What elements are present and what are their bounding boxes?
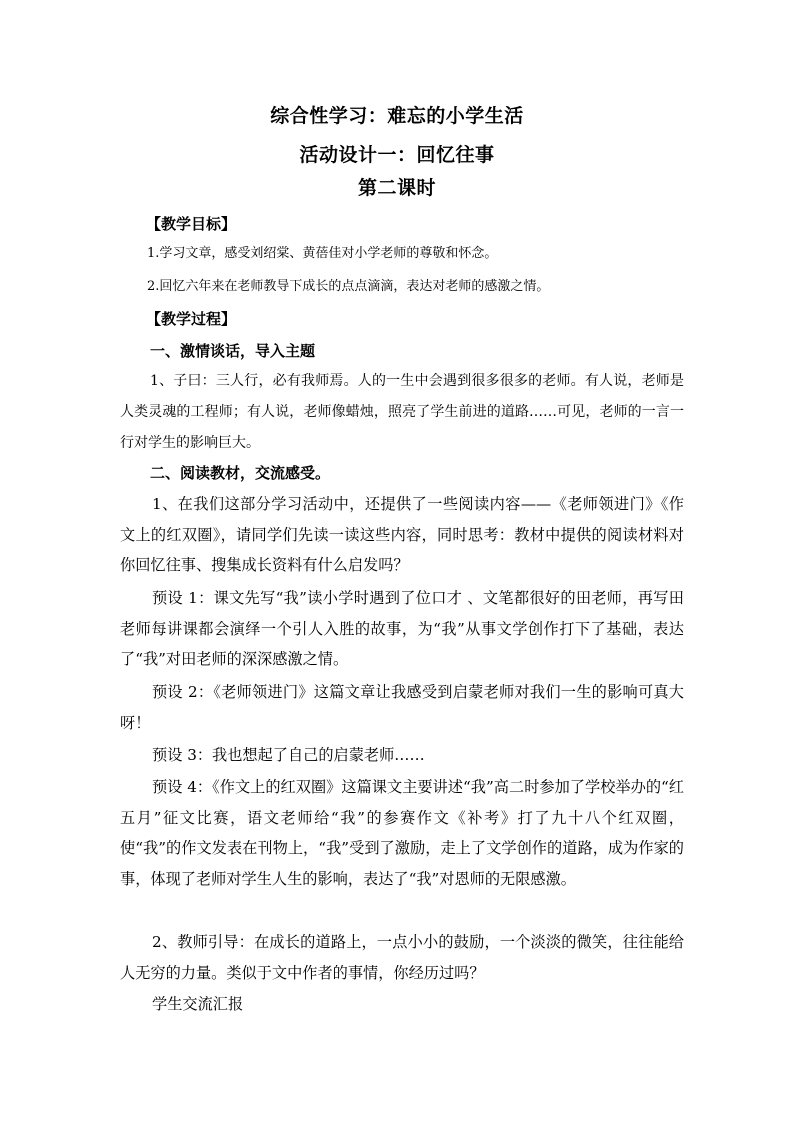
section-2-paragraph-4: 预设 3：我也想起了自己的启蒙老师…… [152,746,425,764]
section-2-paragraph-7: 学生交流汇报 [152,995,244,1013]
objectives-heading: 【教学目标】 [146,215,237,233]
section-1-paragraph: 1、子曰：三人行，必有我师焉。人的一生中会遇到很多很多的老师。有人说，老师是人类灵魂的工程师；有人说，老师像蜡烛，照亮了学生前进的道路……可见，老师的一言一行对学生的影响巨大。 [120,373,684,451]
section-2-paragraph-6: 2、教师引导：在成长的道路上，一点小小的鼓励，一个淡淡的微笑，往往能给人无穷的力量。类似于文中作者的事情，你经历过吗？ [120,933,684,982]
section-2-paragraph-2: 预设 1：课文先写“我”读小学时遇到了位口才 、文笔都很好的田老师，再写田老师每讲课都会演绎一个引人入胜的故事，为“我”从事文学创作打下了基础，表达了“我”对田老师的深深感激之情。 [120,589,684,668]
section-2-heading: 二、阅读教材，交流感受。 [150,464,331,482]
document-subtitle: 活动设计一：回忆往事 [299,144,495,166]
document-title: 综合性学习：难忘的小学生活 [270,105,524,127]
section-2-paragraph-3: 预设 2：《老师领进门》这篇文章让我感受到启蒙老师对我们一生的影响可真大呀！ [120,683,684,732]
section-1-heading: 一、激情谈话，导入主题 [150,342,316,360]
objective-item-1: 1.学习文章，感受刘绍棠、黄蓓佳对小学老师的尊敬和怀念。 [147,246,498,261]
section-2-paragraph-1: 1、在我们这部分学习活动中，还提供了一些阅读内容——《老师领进门》《作文上的红双圈》，请同学们先读一读这些内容，同时思考：教材中提供的阅读材料对你回忆往事、搜集成长资料有什么启发吗？ [120,495,684,574]
objective-item-2: 2.回忆六年来在老师教导下成长的点点滴滴，表达对老师的感激之情。 [147,279,550,294]
section-2-paragraph-5: 预设 4：《作文上的红双圈》这篇课文主要讲述“我”高二时参加了学校举办的“红五月”征文比赛，语文老师给“我”的参赛作文《补考》打了九十八个红双圈，使“我”的作文发表在刊物上，“我”受到了激励，走上了文学创作的道路，成为作家的事，体现了老师对学生人生的影响，表达了“我”对恩师的无限感激。 [120,778,684,888]
lesson-title: 第二课时 [357,177,436,199]
process-heading: 【教学过程】 [146,310,237,328]
